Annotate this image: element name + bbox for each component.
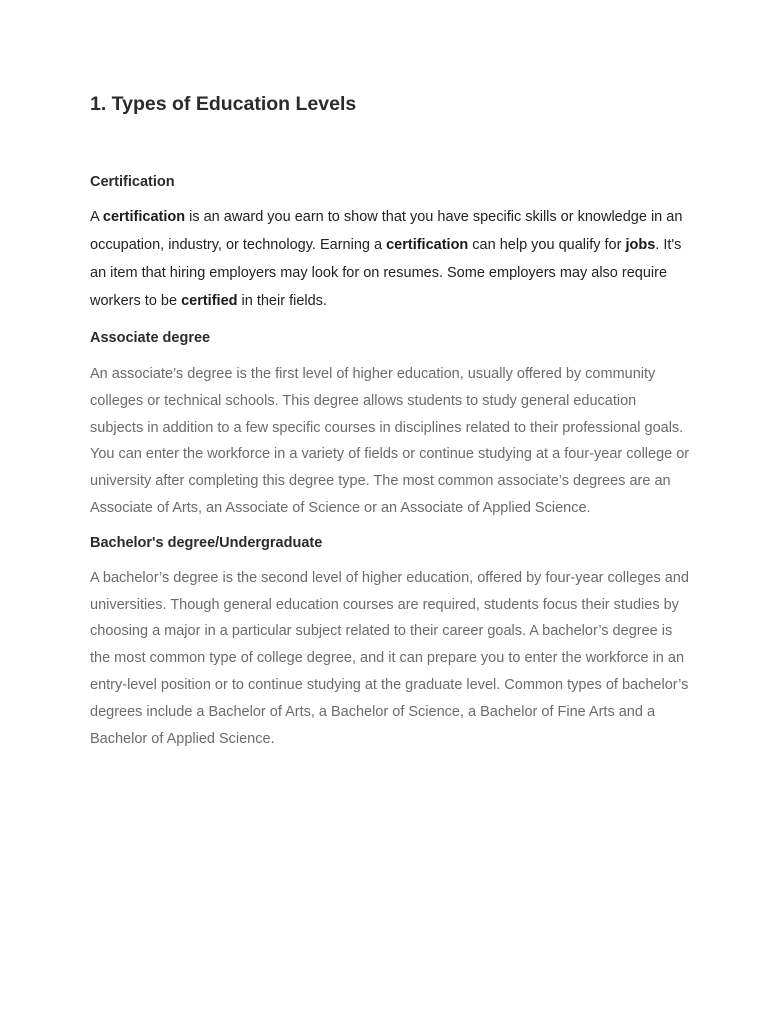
section-title-certification: Certification [90,174,175,190]
certification-text-3: can help you qualify for [468,237,626,253]
certification-bold-1: certification [102,209,186,225]
certification-text-5: in their fields. [237,293,327,309]
certification-text-1: A [90,209,103,225]
associate-paragraph: An associate’s degree is the first level of higher education, usually offered by community colleges or technical schools. This degree allows students to study general education subjects in addition to a few specific courses in disciplines related to their professional goals. You can enter the workforce in a variety of fields or continue studying at a four-year college or university after completing this degree type. The most common associate’s degrees are an Associate of Arts, an Associate of Science or an Associate of Applied Science. [90,366,690,516]
page-title: 1. Types of Education Levels [90,93,357,115]
section-title-associate: Associate degree [90,330,211,346]
certification-text-4: . It's an item that hiring employers may look for on resumes. Some employers may also require workers to be [90,237,682,309]
certification-bold-2: certification [386,237,469,253]
section-title-bachelor: Bachelor's degree/Undergraduate [90,534,323,551]
certification-paragraph [90,203,690,315]
certification-bold-3: jobs [625,237,656,253]
certification-bold-4: certified [181,293,238,309]
certification-text-2: is an award you earn to show that you have specific skills or knowledge in an occupation, industry, or technology. Earning a [90,209,683,253]
document-content [90,91,690,752]
bachelor-paragraph: A bachelor’s degree is the second level of higher education, offered by four-year colleges and universities. Though general education courses are required, students focus their studies by choosing a major in a particular subject related to their career goals. A bachelor’s degree is the most common type of college degree, and it can prepare you to enter the workforce in an entry-level position or to continue studying at the graduate level. Common types of bachelor’s degrees include a Bachelor of Arts, a Bachelor of Science, a Bachelor of Fine Arts and a Bachelor of Applied Science. [90,569,689,747]
